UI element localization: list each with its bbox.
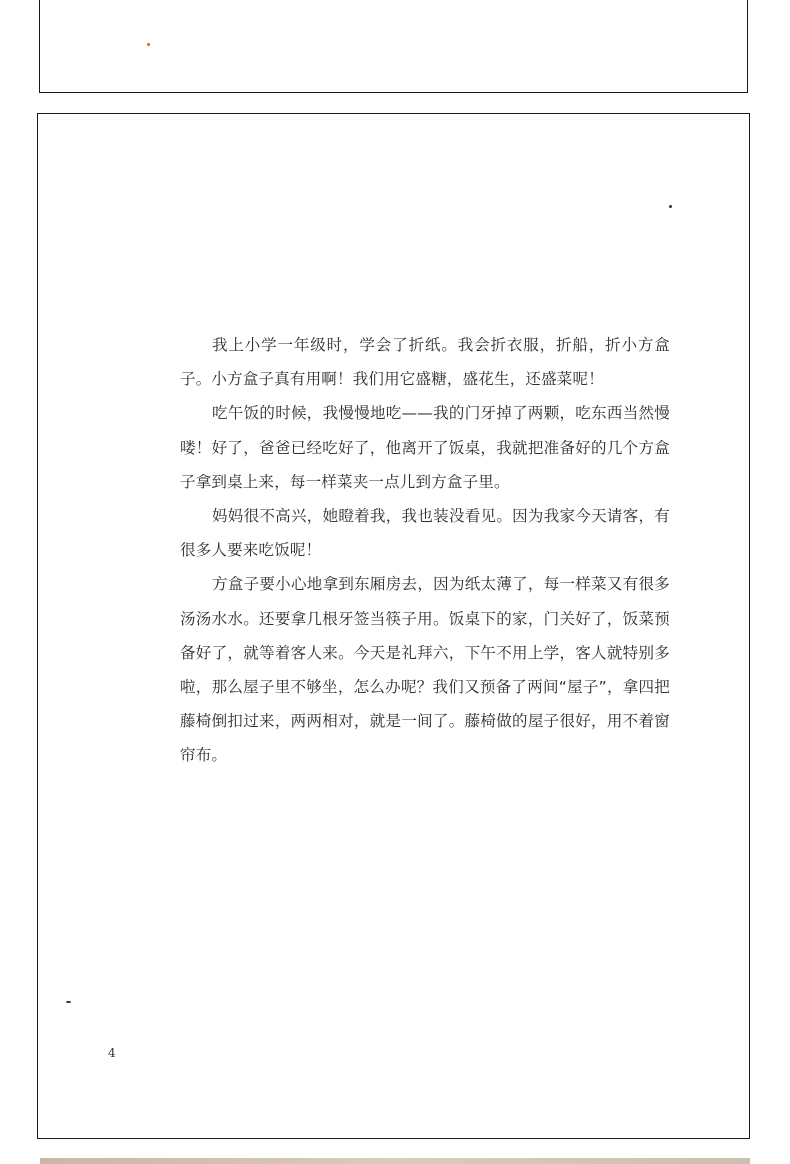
story-text xyxy=(180,328,670,773)
story-paragraph: 我上小学一年级时，学会了折纸。我会折衣服，折船，折小方盒子。小方盒子真有用啊！我们用它盛糖，盛花生，还盛菜呢！ xyxy=(180,336,670,389)
story-paragraph: 方盒子要小心地拿到东厢房去，因为纸太薄了，每一样菜又有很多汤汤水水。还要拿几根牙签当筷子用。饭桌下的家，门关好了，饭菜预备好了，就等着客人来。今天是礼拜六，下午不用上学，客人就特别多啦，那么屋子里不够坐，怎么办呢？我们又预备了两间“屋子”，拿四把藤椅倒扣过来，两两相对，就是一间了。藤椅做的屋子很好，用不着窗帘布。 xyxy=(180,575,670,765)
book-page xyxy=(37,113,750,1139)
previous-page-frame xyxy=(39,0,748,93)
page-number: 4 xyxy=(108,1046,116,1060)
ink-speck xyxy=(66,1001,71,1003)
ink-speck xyxy=(669,205,672,208)
story-paragraph: 妈妈很不高兴，她瞪着我，我也装没看见。因为我家今天请客，有很多人要来吃饭呢！ xyxy=(180,507,670,560)
next-page-edge xyxy=(40,1158,750,1164)
story-paragraph: 吃午饭的时候，我慢慢地吃——我的门牙掉了两颗，吃东西当然慢喽！好了，爸爸已经吃好了，他离开了饭桌，我就把准备好的几个方盒子拿到桌上来，每一样菜夹一点儿到方盒子里。 xyxy=(180,404,670,491)
ink-speck xyxy=(147,43,150,46)
